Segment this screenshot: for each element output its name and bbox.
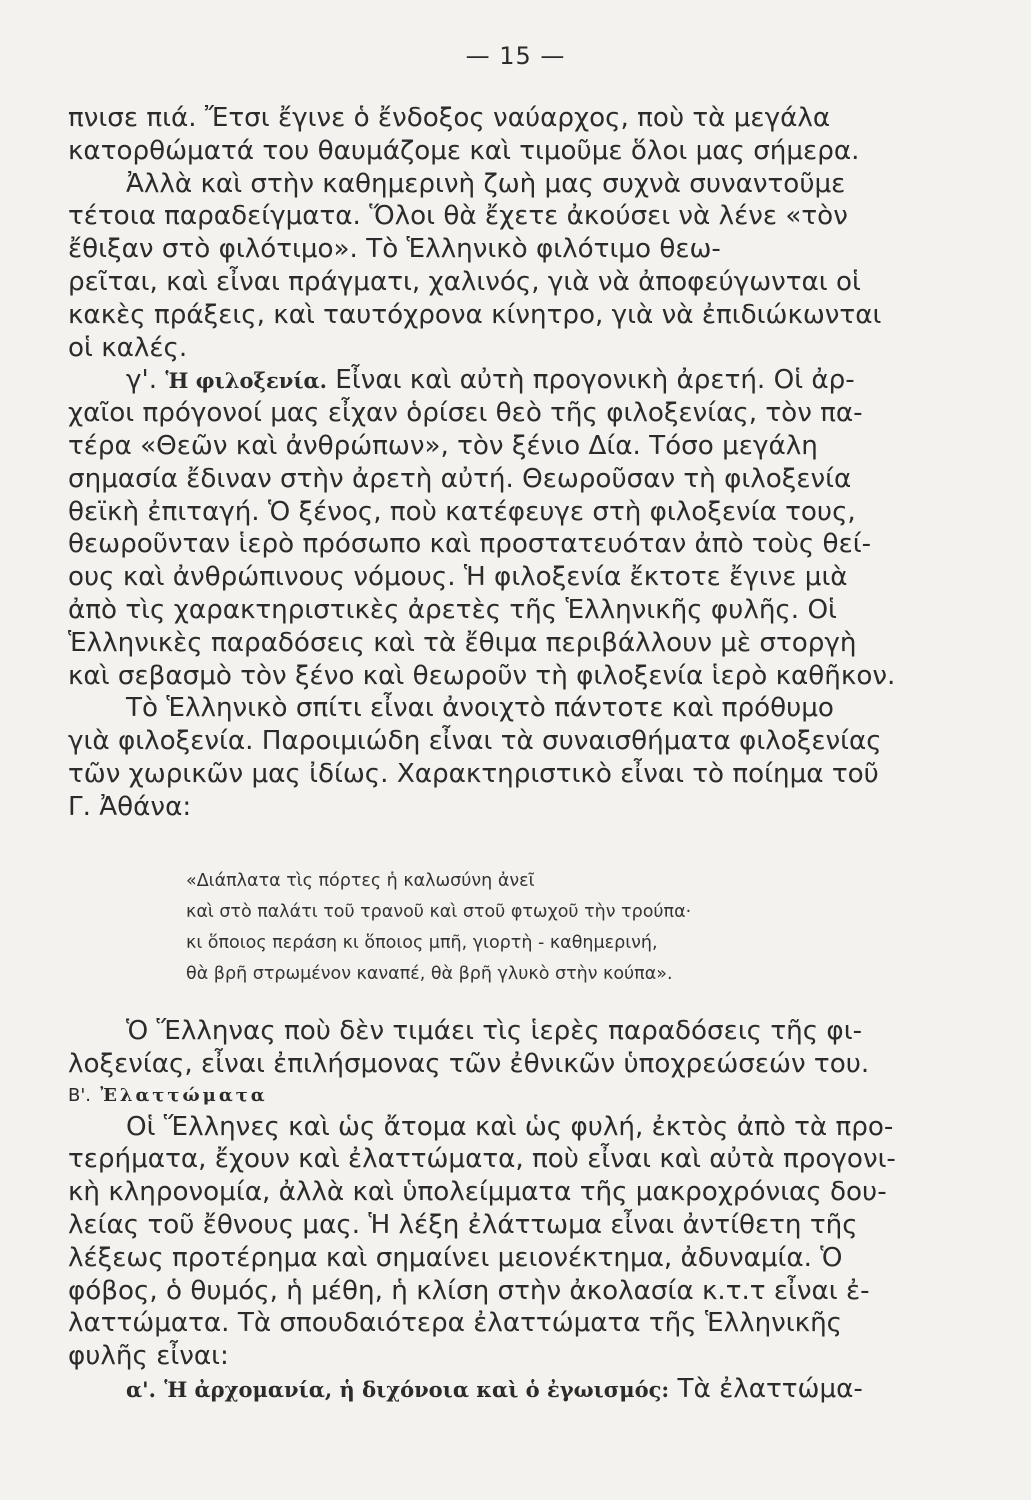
text-line: κὴ κληρονομία, ἀλλὰ καὶ ὑπολείμματα τῆς μακροχρόνιας δου- bbox=[68, 1177, 887, 1208]
text-line: Ὁ Ἕλληνας ποὺ δὲν τιμάει τὶς ἱερὲς παραδόσεις τῆς φι- bbox=[126, 1016, 863, 1046]
section-g-title: Ἡ φιλοξενία. bbox=[165, 368, 327, 394]
poem-line: κι ὅποιος περάση κι ὅποιος μπῆ, γιορτὴ - καθημερινή, bbox=[186, 933, 658, 953]
section-g-line bbox=[68, 364, 958, 397]
text-line: ἀπὸ τὶς χαρακτηριστικὲς ἀρετὲς τῆς Ἑλληνικῆς φυλῆς. Οἱ bbox=[68, 594, 837, 625]
text-line: ους καὶ ἀνθρώπινους νόμους. Ἡ φιλοξενία ἔκτοτε ἔγινε μιὰ bbox=[68, 562, 848, 593]
poem-line: «Διάπλατα τὶς πόρτες ἡ καλωσύνη ἀνεῖ bbox=[186, 871, 535, 891]
last-label: α'. bbox=[126, 1376, 156, 1402]
text-line: Ἑλληνικὲς παραδόσεις καὶ τὰ ἔθιμα περιβάλλουν μὲ στοργὴ bbox=[68, 627, 857, 658]
section-g-label: γ'. bbox=[126, 365, 158, 396]
text-line: Τὸ Ἑλληνικὸ σπίτι εἶναι ἀνοιχτὸ πάντοτε καὶ πρόθυμο bbox=[126, 693, 834, 724]
text-line: φυλῆς εἶναι: bbox=[68, 1341, 229, 1372]
text-line: πνισε πιά. Ἔτσι ἔγινε ὁ ἔνδοξος ναύαρχος, ποὺ τὰ μεγάλα bbox=[68, 103, 831, 133]
text-line: φόβος, ὁ θυμός, ἡ μέθη, ἡ κλίση στὴν ἀκολασία κ.τ.τ εἶναι ἐ- bbox=[68, 1275, 870, 1306]
text-line: λείας τοῦ ἔθνους μας. Ἡ λέξη ἐλάττωμα εἶναι ἀντίθετη τῆς bbox=[68, 1209, 858, 1240]
text-line: οἱ καλές. bbox=[68, 332, 188, 363]
text-line: τέρα «Θεῶν καὶ ἀνθρώπων», τὸν ξένιο Δία. Τόσο μεγάλη bbox=[68, 430, 818, 461]
text-line: σημασία ἔδιναν στὴν ἀρετὴ αὐτή. Θεωροῦσαν τὴ φιλοξενία bbox=[68, 463, 852, 494]
text-line: καὶ σεβασμὸ τὸν ξένο καὶ θεωροῦν τὴ φιλοξενία ἱερὸ καθῆκον. bbox=[68, 660, 896, 691]
text-line: Ἀλλὰ καὶ στὴν καθημερινὴ ζωὴ μας συχνὰ συναντοῦμε bbox=[126, 168, 846, 199]
text-line: θεωροῦνταν ἱερὸ πρόσωπο καὶ προστατευόταν ἀπὸ τοὺς θεί- bbox=[68, 529, 872, 560]
last-text: Τὰ ἐλαττώμα- bbox=[677, 1373, 863, 1404]
text-line: τερήματα, ἔχουν καὶ ἐλαττώματα, ποὺ εἶναι καὶ αὐτὰ προγονι- bbox=[68, 1144, 896, 1175]
section-b-heading bbox=[68, 1081, 958, 1111]
poem-quote bbox=[186, 866, 886, 990]
text-block-1 bbox=[68, 102, 958, 824]
text-line: τέτοια παραδείγματα. Ὅλοι θὰ ἔχετε ἀκούσει νὰ λένε «τὸν bbox=[68, 201, 848, 232]
text-line: κατορθώματά του θαυμάζομε καὶ τιμοῦμε ὅλοι μας σήμερα. bbox=[68, 135, 860, 166]
section-b-title: Ἐλαττώματα bbox=[100, 1084, 268, 1106]
page-number: — 15 — bbox=[465, 42, 566, 70]
text-line: λοξενίας, εἶναι ἐπιλήσμονας τῶν ἐθνικῶν ὑποχρεώσεών του. bbox=[68, 1048, 870, 1079]
section-b-label: Β'. bbox=[68, 1084, 92, 1106]
last-title: Ἡ ἀρχομανία, ἡ διχόνοια καὶ ὁ ἐγωισμός: bbox=[164, 1376, 670, 1402]
text-line: Οἱ Ἕλληνες καὶ ὡς ἄτομα καὶ ὡς φυλή, ἐκτὸς ἀπὸ τὰ προ- bbox=[126, 1111, 894, 1142]
text-line: χαῖοι πρόγονοί μας εἶχαν ὁρίσει θεὸ τῆς φιλοξενίας, τὸν πα- bbox=[68, 398, 863, 429]
text-line: κακὲς πράξεις, καὶ ταυτόχρονα κίνητρο, γιὰ νὰ ἐπιδιώκωνται bbox=[68, 299, 882, 330]
text-line: λαττώματα. Τὰ σπουδαιότερα ἐλαττώματα τῆς Ἑλληνικῆς bbox=[68, 1308, 843, 1339]
text-line: θεϊκὴ ἐπιταγή. Ὁ ξένος, ποὺ κατέφευγε στὴ φιλοξενία τους, bbox=[68, 496, 856, 527]
text-line: ρεῖται, καὶ εἶναι πράγματι, χαλινός, γιὰ νὰ ἀποφεύγωνται οἱ bbox=[68, 266, 861, 297]
text-line: τῶν χωρικῶν μας ἰδίως. Χαρακτηριστικὸ εἶναι τὸ ποίημα τοῦ bbox=[68, 758, 879, 789]
text-line: γιὰ φιλοξενία. Παροιμιώδη εἶναι τὰ συναισθήματα φιλοξενίας bbox=[68, 726, 882, 757]
last-line bbox=[68, 1373, 958, 1406]
text-line: ἔθιξαν στὸ φιλότιμο». Τὸ Ἑλληνικὸ φιλότιμο θεω- bbox=[68, 234, 721, 265]
poem-line: καὶ στὸ παλάτι τοῦ τρανοῦ καὶ στοῦ φτωχοῦ τὴν τρούπα· bbox=[186, 902, 692, 922]
text-line: Γ. Ἀθάνα: bbox=[68, 791, 192, 822]
text-block-2 bbox=[68, 1015, 958, 1406]
section-g-first-line: Εἶναι καὶ αὐτὴ προγονικὴ ἀρετή. Οἱ ἀρ- bbox=[335, 365, 855, 396]
poem-line: θὰ βρῆ στρωμένον καναπέ, θὰ βρῆ γλυκὸ στὴν κούπα». bbox=[186, 964, 673, 984]
text-line: λέξεως προτέρημα καὶ σημαίνει μειονέκτημα, ἀδυναμία. Ὁ bbox=[68, 1242, 843, 1273]
